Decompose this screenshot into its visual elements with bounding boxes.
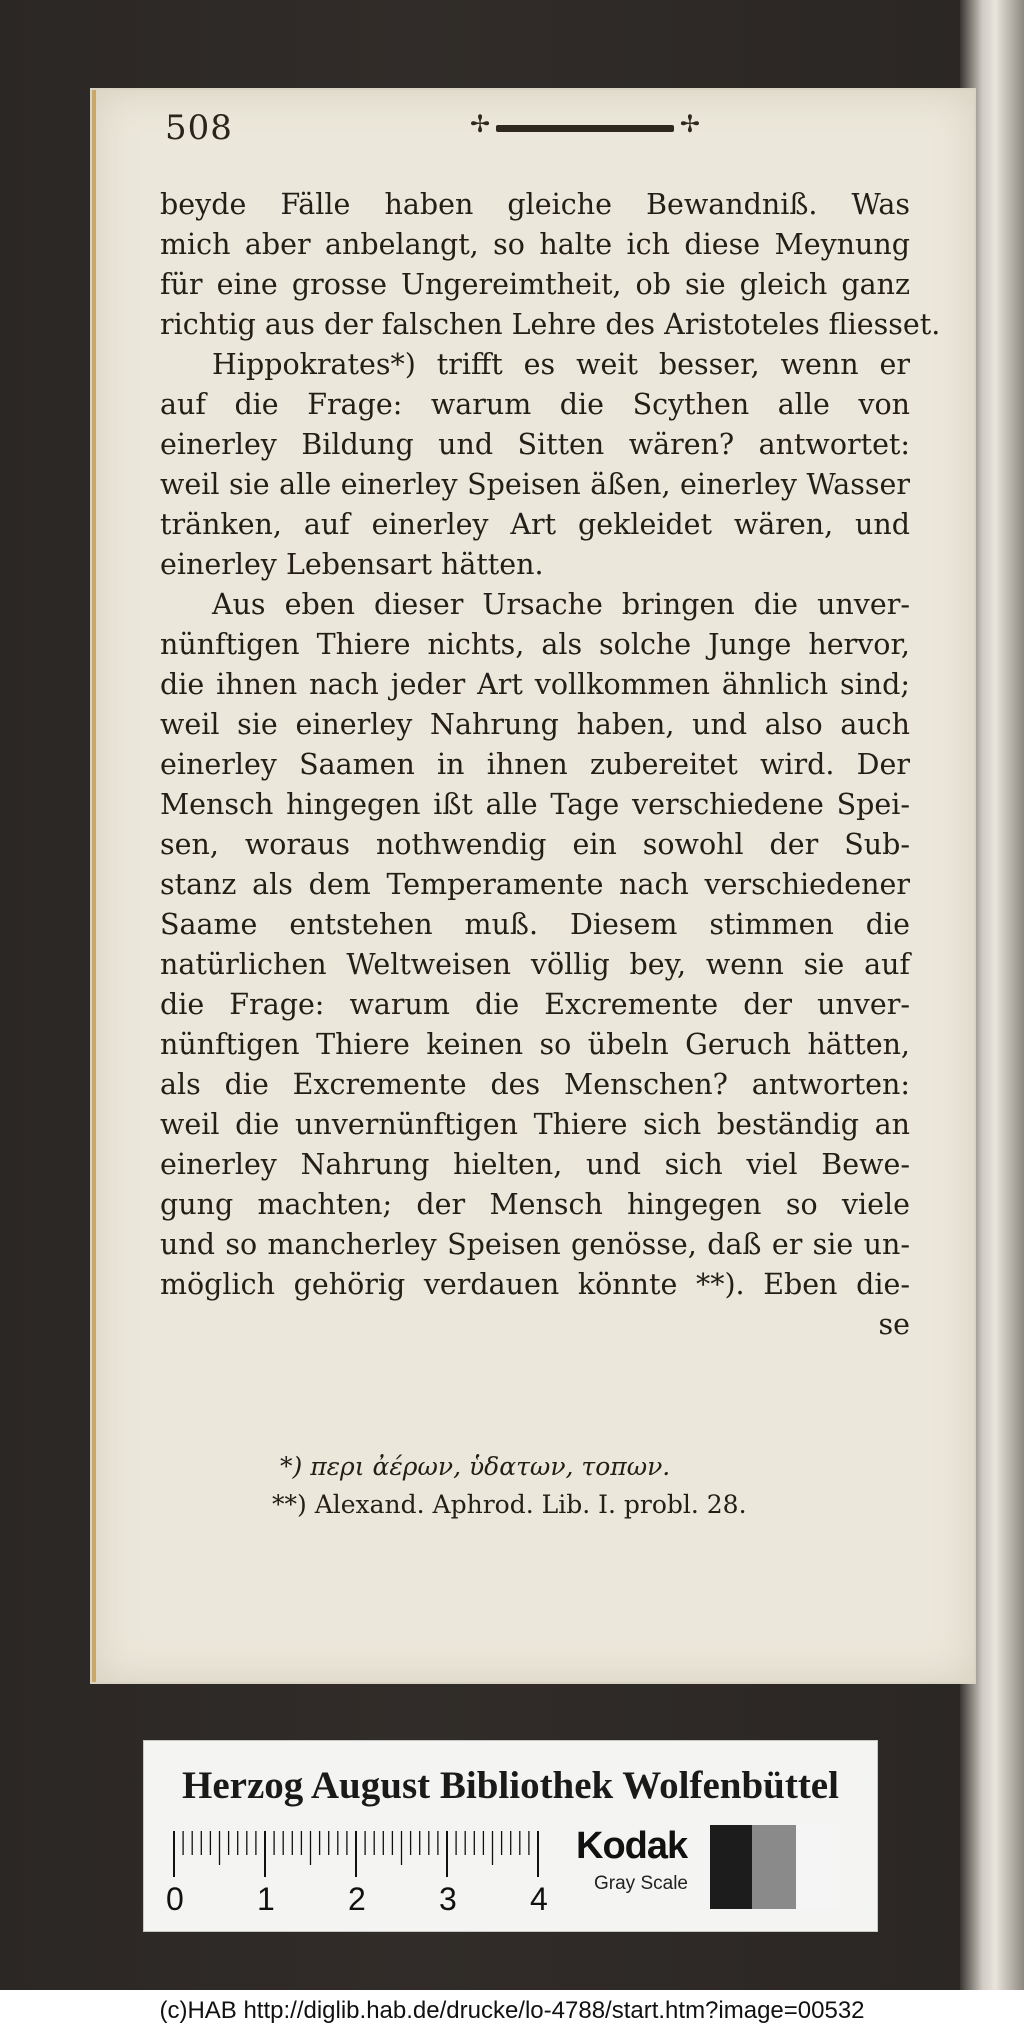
ruler-number: 2 [348,1881,366,1917]
ruler-ticks [172,1831,562,1881]
text-line: Hippokrates*) trifft es weit besser, wenn er [212,348,910,381]
text-line: auf die Frage: warum die Scythen alle von [160,388,910,421]
swatch-white [796,1825,840,1909]
ornament-star-icon: ✢ [470,110,491,138]
ruler-number: 1 [257,1881,275,1917]
text-line: stanz als dem Temperamente nach verschiedener [160,868,910,901]
ornament-bar [496,125,674,132]
text-line: mich aber anbelangt, so halte ich diese Meynung [160,228,910,261]
text-line: gung machten; der Mensch hingegen so viele [160,1188,910,1221]
text-line: als die Excremente des Menschen? antworten: [160,1068,910,1101]
ornament-star-icon: ✢ [679,110,700,138]
gray-scale-label: Gray Scale [594,1873,688,1894]
text-line: sen, woraus nothwendig ein sowohl der Sub- [160,828,910,861]
gray-scale-swatches [710,1825,840,1909]
swatch-gray [752,1825,796,1909]
footnotes [160,1448,910,1524]
ruler-number: 3 [439,1881,457,1917]
text-line: nünftigen Thiere nichts, als solche Junge hervor, [160,628,910,661]
footnote: **) Alexand. Aphrod. Lib. I. probl. 28. [272,1490,747,1519]
text-line: Saame entstehen muß. Diesem stimmen die [160,908,910,941]
text-line: Aus eben dieser Ursache bringen die unver- [212,588,910,621]
catchword: se [878,1308,910,1341]
body-text [160,185,941,1345]
text-line: tränken, auf einerley Art gekleidet wären, und [160,508,910,541]
text-line: einerley Lebensart hätten. [160,548,544,581]
text-line: für eine grosse Ungereimtheit, ob sie gleich ganz [160,268,910,301]
text-line: und so mancherley Speisen genösse, daß er sie un- [160,1228,910,1261]
text-line: die ihnen nach jeder Art vollkommen ähnlich sind; [160,668,910,701]
swatch-black [710,1825,752,1909]
text-line: weil die unvernünftigen Thiere sich beständig an [160,1108,910,1141]
ruler-number: 4 [530,1881,548,1917]
text-line: richtig aus der falschen Lehre des Aristoteles fliesset. [160,308,941,341]
kodak-logo: Kodak [576,1825,688,1867]
text-line: weil sie einerley Nahrung haben, und also auch [160,708,910,741]
header-ornament [470,110,700,138]
text-line: beyde Fälle haben gleiche Bewandniß. Was [160,188,910,221]
ruler-number: 0 [166,1881,184,1917]
text-line: Mensch hingegen ißt alle Tage verschiedene Spei- [160,788,910,821]
text-line: weil sie alle einerley Speisen äßen, einerley Wasser [160,468,910,501]
citation-bar: (c)HAB http://diglib.hab.de/drucke/lo-4788/start.htm?image=00532 [0,1990,1024,2032]
text-line: nünftigen Thiere keinen so übeln Geruch hätten, [160,1028,910,1061]
text-line: möglich gehörig verdauen könnte **). Eben die- [160,1268,910,1301]
text-line: die Frage: warum die Excremente der unver- [160,988,910,1021]
footnote: *) περι ἀέρων, ὑδατων, τοπων. [280,1452,671,1481]
library-title: Herzog August Bibliothek Wolfenbüttel [182,1764,839,1807]
text-line: einerley Saamen in ihnen zubereitet wird. Der [160,748,910,781]
page-number: 508 [165,108,233,148]
library-label [143,1740,878,1932]
text-line: einerley Bildung und Sitten wären? antwortet: [160,428,910,461]
text-line: natürlichen Weltweisen völlig bey, wenn sie auf [160,948,910,981]
scale-ruler [166,1831,562,1921]
text-line: einerley Nahrung hielten, und sich viel Bewe- [160,1148,910,1181]
